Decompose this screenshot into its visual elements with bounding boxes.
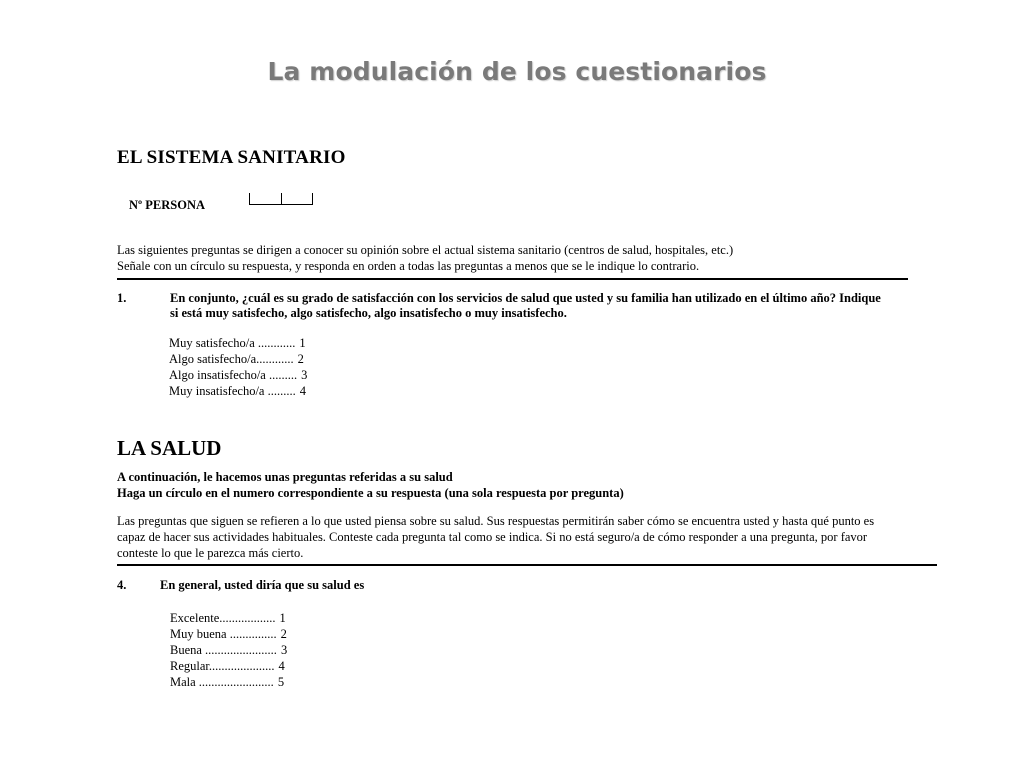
section2-divider bbox=[117, 564, 937, 566]
question1-text-line2: si está muy satisfecho, algo satisfecho, algo insatisfecho o muy insatisfecho. bbox=[170, 306, 567, 320]
option-code[interactable]: 1 bbox=[299, 336, 306, 350]
question1-option[interactable] bbox=[169, 335, 307, 351]
section-heading-sistema-sanitario: EL SISTEMA SANITARIO bbox=[117, 147, 346, 168]
question4-option[interactable] bbox=[170, 674, 287, 690]
option-code[interactable]: 4 bbox=[278, 659, 285, 673]
section2-subhead-line1: A continuación, le hacemos unas preguntas referidas a su salud bbox=[117, 470, 453, 484]
option-code[interactable]: 2 bbox=[297, 352, 304, 366]
question4-text: En general, usted diría que su salud es bbox=[160, 578, 365, 592]
question1-options bbox=[169, 335, 307, 399]
option-code[interactable]: 2 bbox=[280, 627, 287, 641]
option-label: Mala ........................ bbox=[170, 675, 274, 689]
question4-options bbox=[170, 610, 287, 690]
question1-option[interactable] bbox=[169, 367, 307, 383]
section2-intro-line3: conteste lo que le parezca más cierto. bbox=[117, 546, 304, 560]
slide-title: La modulación de los cuestionarios bbox=[267, 57, 767, 86]
question4-option[interactable] bbox=[170, 626, 287, 642]
option-label: Regular..................... bbox=[170, 659, 275, 673]
option-label: Muy buena ............... bbox=[170, 627, 277, 641]
option-code[interactable]: 5 bbox=[277, 675, 285, 689]
section1-intro-line1: Las siguientes preguntas se dirigen a conocer su opinión sobre el actual sistema sanitario (centros de salud, hospitales, etc.) bbox=[117, 243, 734, 257]
option-label: Buena ....................... bbox=[170, 643, 277, 657]
option-code[interactable]: 3 bbox=[301, 368, 308, 382]
section2-subhead-line2: Haga un círculo en el numero correspondiente a su respuesta (una sola respuesta por pregunta) bbox=[117, 486, 624, 500]
question4-number: 4. bbox=[117, 578, 127, 592]
question4-option[interactable] bbox=[170, 610, 287, 626]
option-label: Muy insatisfecho/a ......... bbox=[169, 384, 296, 398]
question4-option[interactable] bbox=[170, 642, 287, 658]
person-number-label: Nº PERSONA bbox=[129, 198, 206, 212]
section1-intro-line2: Señale con un círculo su respuesta, y responda en orden a todas las preguntas a menos que se le indique lo contrario. bbox=[117, 259, 700, 273]
section2-intro-line1: Las preguntas que siguen se refieren a lo que usted piensa sobre su salud. Sus respuestas permitirán saber cómo se encuentra usted y hasta qué punto es bbox=[117, 514, 875, 528]
option-label: Excelente.................. bbox=[170, 611, 276, 625]
option-code[interactable]: 4 bbox=[299, 384, 306, 398]
section-heading-la-salud: LA SALUD bbox=[117, 436, 222, 460]
question1-option[interactable] bbox=[169, 383, 307, 399]
section2-intro-line2: capaz de hacer sus actividades habituales. Conteste cada pregunta tal como se indica. Si no está seguro/a de cómo responder a una pregunta, por favor bbox=[117, 530, 868, 544]
question1-option[interactable] bbox=[169, 351, 307, 367]
question4-option[interactable] bbox=[170, 658, 287, 674]
option-label: Muy satisfecho/a ............ bbox=[169, 336, 296, 350]
question1-number: 1. bbox=[117, 291, 127, 305]
section1-divider bbox=[117, 278, 908, 280]
option-code[interactable]: 1 bbox=[279, 611, 286, 625]
option-label: Algo insatisfecho/a ......... bbox=[169, 368, 298, 382]
person-number-box[interactable] bbox=[249, 193, 313, 205]
option-label: Algo satisfecho/a............ bbox=[169, 352, 294, 366]
option-code[interactable]: 3 bbox=[280, 643, 288, 657]
question1-text-line1: En conjunto, ¿cuál es su grado de satisfacción con los servicios de salud que usted y su familia han utilizado en el último año? Indique bbox=[170, 291, 881, 305]
